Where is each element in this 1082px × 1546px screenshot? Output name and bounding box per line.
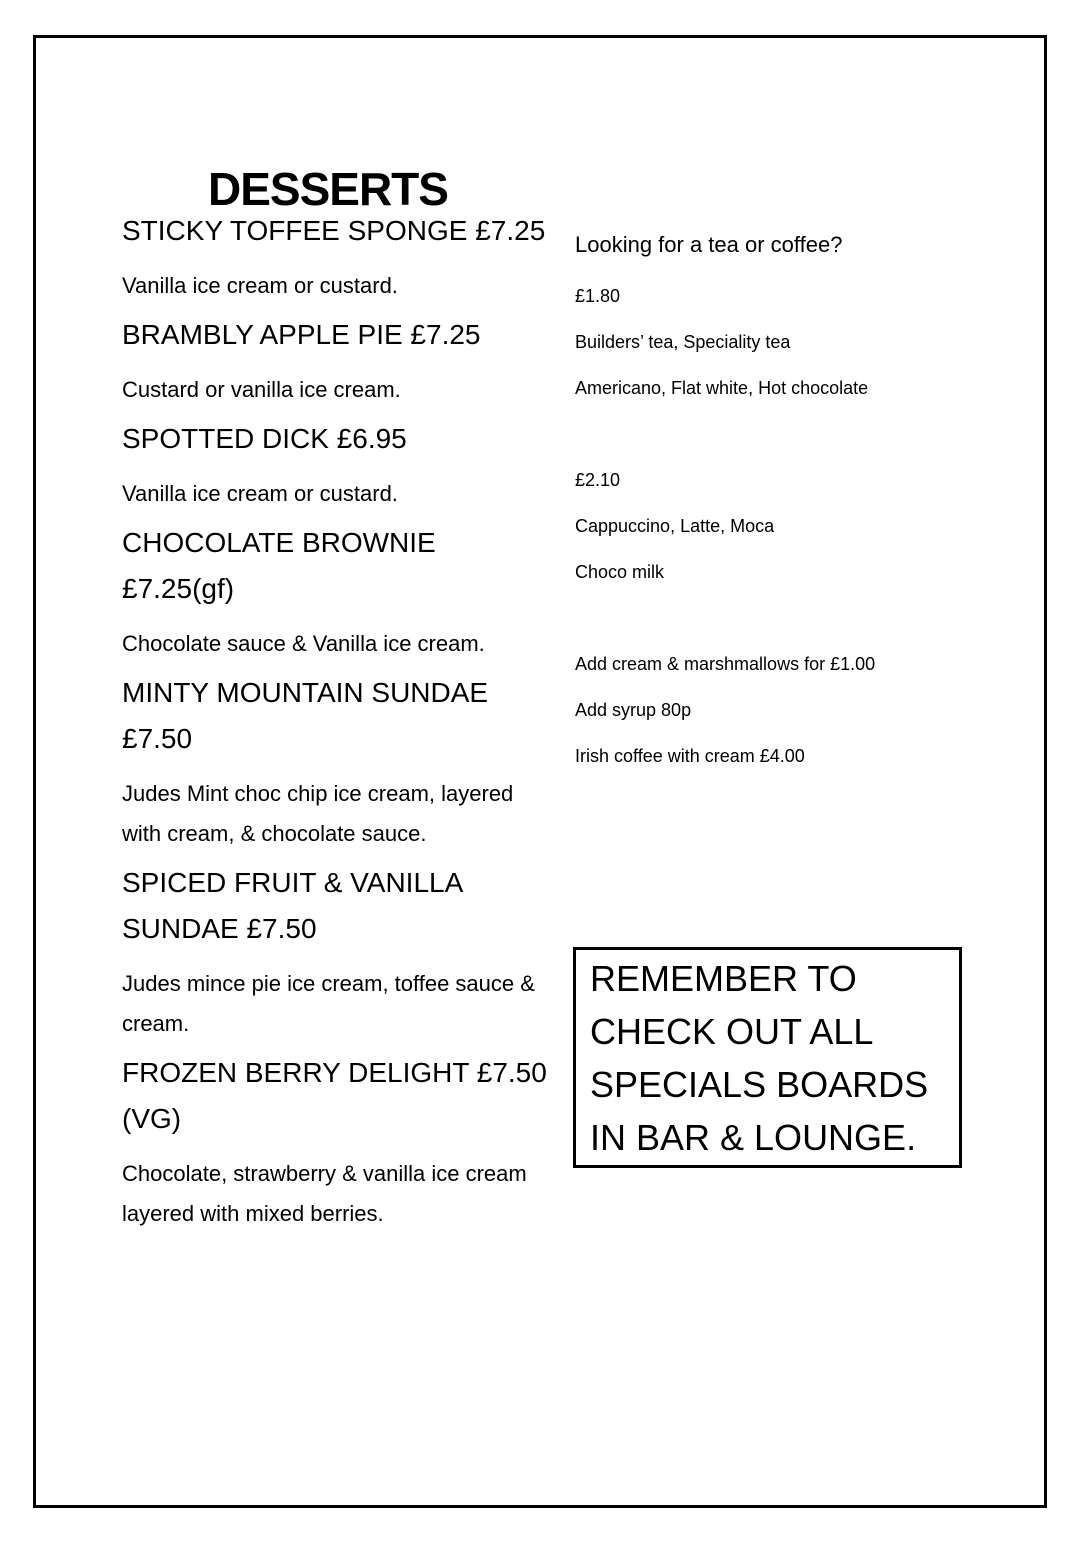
specials-notice-line: IN BAR & LOUNGE. xyxy=(590,1117,917,1158)
page-title: DESSERTS xyxy=(208,162,448,215)
dessert-item-name: MINTY MOUNTAIN SUNDAE £7.50 xyxy=(122,677,489,754)
spacer xyxy=(575,420,995,466)
drinks-extra-line: Irish coffee with cream £4.00 xyxy=(575,746,805,766)
dessert-item-name: BRAMBLY APPLE PIE £7.25 xyxy=(122,319,481,350)
drinks-price-group xyxy=(575,282,995,402)
drinks-extras xyxy=(575,650,995,770)
drinks-heading: Looking for a tea or coffee? xyxy=(575,232,843,257)
specials-notice-line: CHECK OUT ALL xyxy=(590,1011,874,1052)
dessert-item-name: CHOCOLATE BROWNIE £7.25(gf) xyxy=(122,527,436,604)
drinks-option-line: Builders’ tea, Speciality tea xyxy=(575,332,791,352)
spacer xyxy=(575,604,995,650)
dessert-item xyxy=(122,208,552,306)
dessert-item xyxy=(122,312,552,410)
dessert-item xyxy=(122,1050,552,1234)
dessert-item-description: Vanilla ice cream or custard. xyxy=(122,273,398,298)
dessert-item xyxy=(122,520,552,664)
desserts-column xyxy=(122,208,552,1240)
drinks-column xyxy=(575,230,995,788)
specials-notice-line: SPECIALS BOARDS xyxy=(590,1064,929,1105)
dessert-item-name: FROZEN BERRY DELIGHT £7.50 (VG) xyxy=(122,1057,547,1134)
drinks-option-line: Choco milk xyxy=(575,562,665,582)
dessert-item xyxy=(122,670,552,854)
drinks-price-group xyxy=(575,466,995,586)
dessert-item-description: Chocolate, strawberry & vanilla ice cream layered with mixed berries. xyxy=(122,1161,527,1226)
drinks-extra-line: Add syrup 80p xyxy=(575,700,692,720)
dessert-item-description: Judes mince pie ice cream, toffee sauce & cream. xyxy=(122,971,535,1036)
dessert-item xyxy=(122,416,552,514)
specials-notice-box xyxy=(573,947,962,1168)
dessert-item-description: Chocolate sauce & Vanilla ice cream. xyxy=(122,631,485,656)
dessert-item-description: Judes Mint choc chip ice cream, layered with cream, & chocolate sauce. xyxy=(122,781,514,846)
drinks-price: £2.10 xyxy=(575,470,621,490)
drinks-price: £1.80 xyxy=(575,286,621,306)
drinks-option-line: Cappuccino, Latte, Moca xyxy=(575,516,775,536)
dessert-item-description: Custard or vanilla ice cream. xyxy=(122,377,401,402)
dessert-item-name: SPOTTED DICK £6.95 xyxy=(122,423,407,454)
drinks-option-line: Americano, Flat white, Hot chocolate xyxy=(575,378,869,398)
dessert-item-name: SPICED FRUIT & VANILLA SUNDAE £7.50 xyxy=(122,867,462,944)
dessert-item-name: STICKY TOFFEE SPONGE £7.25 xyxy=(122,215,546,246)
dessert-item xyxy=(122,860,552,1044)
specials-notice-line: REMEMBER TO xyxy=(590,958,857,999)
dessert-item-description: Vanilla ice cream or custard. xyxy=(122,481,398,506)
drinks-extra-line: Add cream & marshmallows for £1.00 xyxy=(575,654,876,674)
